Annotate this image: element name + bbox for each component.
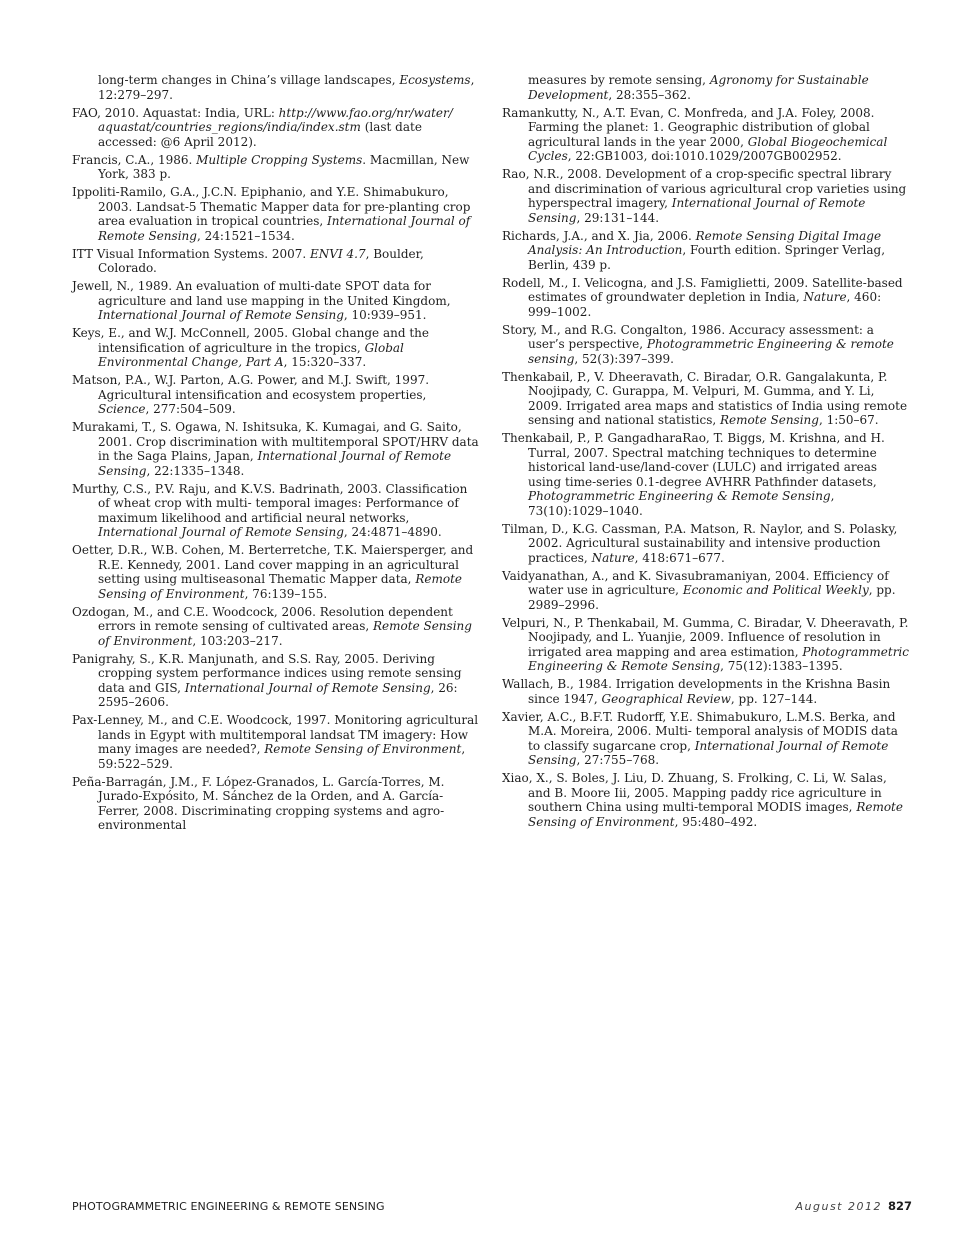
reference-entry: Peña-Barragán, J.M., F. López-Granados, L. García-Torres, M. Jurado-Expósito, M. Sánchez de la Orden, and A. García-Ferrer, 2008. Discriminating cropping systems and agro- environmental <box>72 774 445 832</box>
reference-entry: Ozdogan, M., and C.E. Woodcock, 2006. Resolution dependent errors in remote sensing of cultivated areas, Remote Sensing of Environment, 103:203–217. <box>72 604 472 648</box>
reference-entry: Murthy, C.S., P.V. Raju, and K.V.S. Badrinath, 2003. Classification of wheat crop with multi- temporal images: Performance of maximum likelihood and artificial neural networks, International Journal of Remote Sensing, 24:4871–4890. <box>72 481 468 539</box>
reference-entry: Ippoliti-Ramilo, G.A., J.C.N. Epiphanio, and Y.E. Shimabukuro, 2003. Landsat-5 Thematic Mapper data for pre-planting crop area evaluation in tropical countries, International Journal of Remote Sensing, 24:1521–1534. <box>72 185 471 243</box>
reference-entry: Ramankutty, N., A.T. Evan, C. Monfreda, and J.A. Foley, 2008. Farming the planet: 1. Geographic distribution of global agricultural lands in the year 2000, Global Biogeochemical Cycles, 22:GB1003, doi:1010.1029/2007GB002952. <box>502 105 888 163</box>
reference-entry: Francis, C.A., 1986. Multiple Cropping Systems. Macmillan, New York, 383 p. <box>72 152 470 181</box>
page-number: 827 <box>887 1199 912 1213</box>
reference-entry: ITT Visual Information Systems. 2007. ENVI 4.7, Boulder, Colorado. <box>72 246 424 275</box>
reference-entry: Rao, N.R., 2008. Development of a crop-specific spectral library and discrimination of various agricultural crop varieties using hyperspectral imagery, International Journal of Remote Sensing, 29:131–144. <box>502 167 907 225</box>
journal-name: PHOTOGRAMMETRIC ENGINEERING & REMOTE SENSING <box>72 1200 385 1213</box>
reference-entry: Pax-Lenney, M., and C.E. Woodcock, 1997. Monitoring agricultural lands in Egypt with multitemporal landsat TM imagery: How many images are needed?, Remote Sensing of Environment, 59:522–529. <box>72 713 479 771</box>
reference-entry: Thenkabail, P., P. GangadharaRao, T. Biggs, M. Krishna, and H. Turral, 2007. Spectral matching techniques to determine historical land-use/land-cover (LULC) and irrigated areas using time-series 0.1-degree AVHRR Pathfinder datasets, Photogrammetric Engineering & Remote Sensing, 73(10):1029–1040. <box>502 431 885 518</box>
reference-entry: Tilman, D., K.G. Cassman, P.A. Matson, R. Naylor, and S. Polasky, 2002. Agricultural sustainability and intensive production practices, Nature, 418:671–677. <box>502 521 898 565</box>
reference-entry: Panigrahy, S., K.R. Manjunath, and S.S. Ray, 2005. Deriving cropping system performance indices using remote sensing data and GIS, International Journal of Remote Sensing, 26: 2595–2606. <box>72 651 462 709</box>
references-right-column <box>502 73 912 833</box>
reference-entry: Oetter, D.R., W.B. Cohen, M. Berterretche, T.K. Maiersperger, and R.E. Kennedy, 2001. Land cover mapping in an agricultural setting using multiseasonal Thematic Mapper data, Remote Sensing of Environment, 76:139–155. <box>72 543 474 601</box>
reference-entry: Story, M., and R.G. Congalton, 1986. Accuracy assessment: a user’s perspective, Photogrammetric Engineering & remote sensing, 52(3):397–399. <box>502 322 894 366</box>
reference-entry: measures by remote sensing, Agronomy for Sustainable Development, 28:355–362. <box>528 73 869 102</box>
reference-entry: Wallach, B., 1984. Irrigation developments in the Krishna Basin since 1947, Geographical Review, pp. 127–144. <box>502 677 891 706</box>
reference-entry: Richards, J.A., and X. Jia, 2006. Remote Sensing Digital Image Analysis: An Introduction, Fourth edition. Springer Verlag, Berlin, 439 p. <box>502 228 886 272</box>
reference-entry: Vaidyanathan, A., and K. Sivasubramaniyan, 2004. Efficiency of water use in agriculture, Economic and Political Weekly, pp. 2989–2996. <box>502 568 896 612</box>
reference-entry: Thenkabail, P., V. Dheeravath, C. Biradar, O.R. Gangalakunta, P. Noojipady, C. Gurappa, M. Velpuri, M. Gumma, and Y. Li, 2009. Irrigated area maps and statistics of India using remote sensing and national statistics, Remote Sensing, 1:50–67. <box>502 369 908 427</box>
reference-entry: Matson, P.A., W.J. Parton, A.G. Power, and M.J. Swift, 1997. Agricultural intensification and ecosystem properties, Science, 277:504–509. <box>72 373 430 416</box>
references-left-column <box>72 73 480 836</box>
reference-entry: Rodell, M., I. Velicogna, and J.S. Famiglietti, 2009. Satellite-based estimates of groundwater depletion in India, Nature, 460: 999–1002. <box>502 275 903 319</box>
issue-date: August 2012 <box>795 1200 882 1213</box>
reference-entry: FAO, 2010. Aquastat: India, URL: http://www.fao.org/nr/water/ aquastat/countries_regions/india/index.stm (last date accessed: @6 April 2012). <box>72 105 453 149</box>
page-footer <box>72 1198 912 1216</box>
reference-entry: Velpuri, N., P. Thenkabail, M. Gumma, C. Biradar, V. Dheeravath, P. Noojipady, and L. Yuanjie, 2009. Influence of resolution in irrigated area mapping and area estimation, Photogrammetric Engineering & Remote Sensing, 75(12):1383–1395. <box>502 615 909 673</box>
reference-entry: Murakami, T., S. Ogawa, N. Ishitsuka, K. Kumagai, and G. Saito, 2001. Crop discrimination with multitemporal SPOT/HRV data in the Saga Plains, Japan, International Journal of Remote Sensing, 22:1335–1348. <box>72 420 479 478</box>
reference-entry: Xiao, X., S. Boles, J. Liu, D. Zhuang, S. Frolking, C. Li, W. Salas, and B. Moore Iii, 2005. Mapping paddy rice agriculture in southern China using multi-temporal MODIS images, Remote Sensing of Environment, 95:480–492. <box>502 771 903 829</box>
reference-entry: Jewell, N., 1989. An evaluation of multi-date SPOT data for agriculture and land use mapping in the United Kingdom, International Journal of Remote Sensing, 10:939–951. <box>72 279 451 322</box>
reference-entry: Keys, E., and W.J. McConnell, 2005. Global change and the intensification of agriculture in the tropics, Global Environmental Change, Part A, 15:320–337. <box>72 326 429 369</box>
reference-entry: Xavier, A.C., B.F.T. Rudorff, Y.E. Shimabukuro, L.M.S. Berka, and M.A. Moreira, 2006. Multi- temporal analysis of MODIS data to classify sugarcane crop, International Journal of Remote Sensing, 27:755–768. <box>502 709 898 767</box>
reference-entry: long-term changes in China’s village landscapes, Ecosystems, 12:279–297. <box>98 73 475 102</box>
